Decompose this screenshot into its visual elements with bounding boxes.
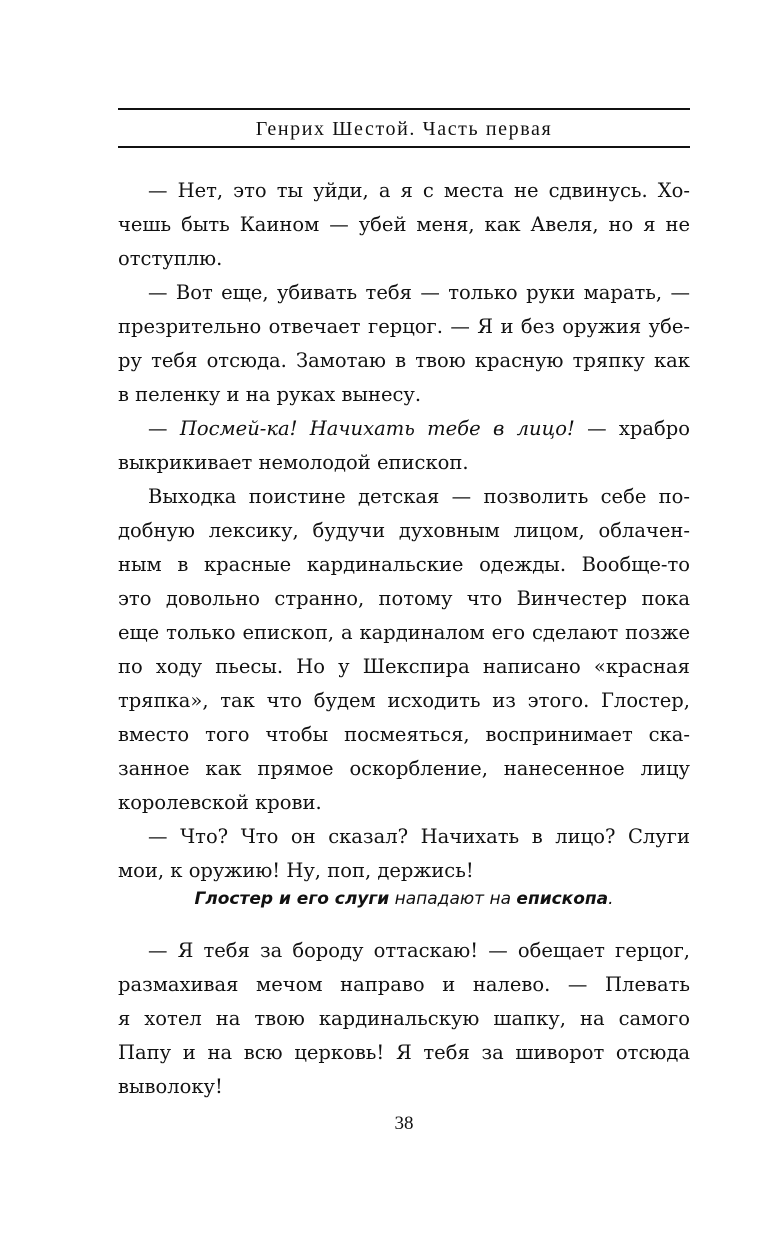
page-number: 38 [394, 1113, 414, 1134]
stage-target: епископа [516, 889, 609, 909]
stage-actor: Глостер и его слуги [194, 889, 390, 909]
header-top-rule [118, 108, 690, 110]
text-line: вместо того чтобы посмеяться, воспринимает ска- [118, 723, 690, 746]
running-head-title: Генрих Шестой. Часть первая [255, 118, 553, 140]
text-line: еще только епископ, а кардиналом его сделают позже [118, 621, 690, 644]
paragraph-4 [118, 480, 690, 820]
text-line: — Я тебя за бороду оттаскаю! — обещает герцог, [148, 939, 690, 962]
text-line: ным в красные кардинальские одежды. Вообще-то [118, 553, 690, 576]
paragraph-5 [118, 820, 690, 888]
text-line: выволоку! [118, 1075, 223, 1098]
text-line: Выходка поистине детская — позволить себе по- [148, 485, 690, 508]
dash: — [148, 417, 180, 440]
text-line: добную лексику, будучи духовным лицом, облачен- [118, 519, 690, 542]
text-line: чешь быть Каином — убей меня, как Авеля, но я не [118, 213, 690, 236]
main-text [118, 174, 690, 888]
text-line: по ходу пьесы. Но у Шекспира написано «красная [118, 655, 690, 678]
text-line [118, 412, 690, 446]
paragraph-1 [118, 174, 690, 276]
paragraph-2 [118, 276, 690, 412]
text-line: ру тебя отсюда. Замотаю в твою красную тряпку как [118, 349, 690, 372]
text-line: выкрикивает немолодой епископ. [118, 451, 469, 474]
text-line: — Вот еще, убивать тебя — только руки марать, — [148, 281, 690, 304]
text-line: мои, к оружию! Ну, поп, держись! [118, 859, 474, 882]
text-fragment: — храбро [574, 417, 690, 440]
text-line: это довольно странно, потому что Винчестер пока [118, 587, 690, 610]
text-line: — Что? Что он сказал? Начихать в лицо? Слуги [148, 825, 690, 848]
text-line: — Нет, это ты уйди, а я с места не сдвинусь. Хо- [148, 179, 690, 202]
text-line: в пеленку и на руках вынесу. [118, 383, 422, 406]
paragraph-6 [118, 934, 690, 1104]
text-line: отступлю. [118, 247, 223, 270]
header-bottom-rule [118, 146, 690, 148]
stage-direction [118, 886, 690, 912]
paragraph-3 [118, 412, 690, 480]
text-line: размахивая мечом направо и налево. — Плевать [118, 973, 690, 996]
text-line: Папу и на всю церковь! Я тебя за шиворот отсюда [118, 1041, 690, 1064]
text-line: я хотел на твою кардинальскую шапку, на самого [118, 1007, 690, 1030]
stage-text: нападают на [389, 889, 517, 909]
main-text-continued [118, 934, 690, 1104]
text-line: тряпка», так что будем исходить из этого. Глостер, [118, 689, 690, 712]
stage-period: . [608, 889, 614, 909]
text-line: занное как прямое оскорбление, нанесенное лицу [118, 757, 690, 780]
italic-quote: Посмей-ка! Начихать тебе в лицо! [179, 417, 575, 440]
text-line: презрительно отвечает герцог. — Я и без оружия убе- [118, 315, 690, 338]
text-line: королевской крови. [118, 791, 322, 814]
